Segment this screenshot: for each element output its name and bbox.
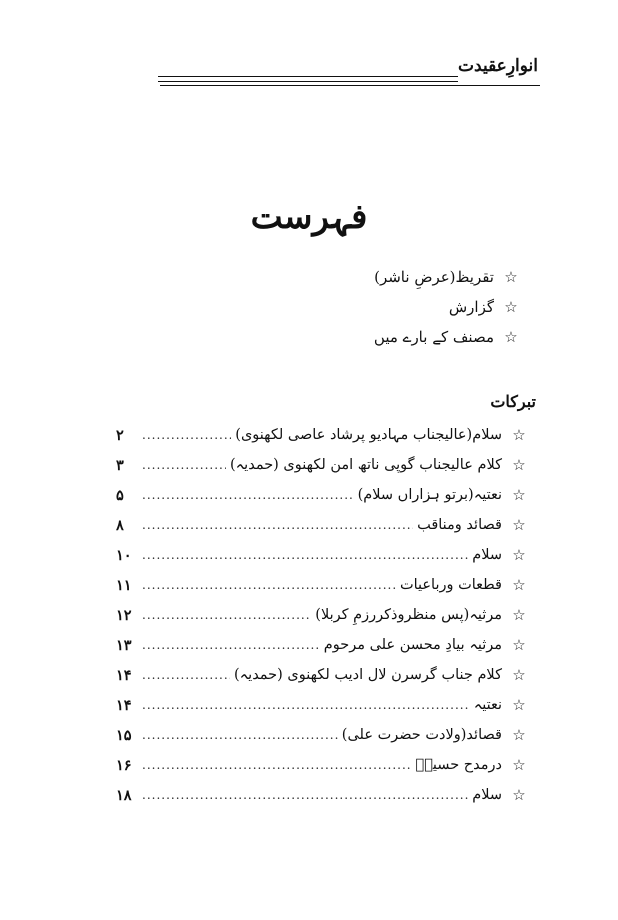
star-icon: ☆ bbox=[512, 696, 526, 714]
intro-item bbox=[228, 322, 528, 352]
header-rule bbox=[160, 85, 540, 86]
toc-entry-page: ۱۱ bbox=[116, 576, 132, 594]
toc-entry bbox=[116, 720, 536, 750]
toc-entry-label: سلام bbox=[472, 787, 502, 803]
star-icon: ☆ bbox=[512, 426, 526, 444]
dot-leader bbox=[142, 608, 311, 622]
toc-entry bbox=[116, 570, 536, 600]
toc-entry-page: ۱۲ bbox=[116, 606, 132, 624]
dot-leader bbox=[142, 668, 230, 682]
star-icon: ☆ bbox=[512, 486, 526, 504]
toc-entry bbox=[116, 630, 536, 660]
star-icon: ☆ bbox=[504, 298, 518, 316]
toc-entry bbox=[116, 690, 536, 720]
toc-entry-label: قصائد(ولادت حضرت علی) bbox=[341, 727, 502, 743]
intro-item-label: تقریظ(عرضِ ناشر) bbox=[374, 268, 494, 286]
dot-leader bbox=[142, 638, 320, 652]
toc-entry-page: ۲ bbox=[116, 426, 124, 444]
toc-entry bbox=[116, 450, 536, 480]
toc-entry-page: ۸ bbox=[116, 516, 124, 534]
intro-item-label: مصنف کے بارے میں bbox=[373, 328, 494, 346]
header-rule bbox=[158, 76, 458, 77]
star-icon: ☆ bbox=[512, 516, 526, 534]
toc-entry-page: ۱۵ bbox=[116, 726, 132, 744]
toc-entry-page: ۱۴ bbox=[116, 696, 132, 714]
toc-entry-label: مرثیہ بیادِ محسن علی مرحوم bbox=[323, 637, 502, 653]
dot-leader bbox=[142, 578, 396, 592]
toc-entry bbox=[116, 780, 536, 810]
toc-entry bbox=[116, 600, 536, 630]
dot-leader bbox=[142, 428, 231, 442]
toc-entry-label: سلام bbox=[472, 547, 502, 563]
toc-entry-label: نعتیہ bbox=[473, 697, 502, 713]
toc-entry-label: قطعات ورباعیات bbox=[399, 577, 502, 593]
intro-item-label: گزارش bbox=[448, 298, 494, 316]
toc-entry bbox=[116, 750, 536, 780]
toc-entry-label: نعتیہ(برتو ہزاراں سلام) bbox=[357, 487, 502, 503]
running-head: انوارِعقیدت bbox=[458, 56, 538, 76]
star-icon: ☆ bbox=[512, 666, 526, 684]
toc-entry-label: کلام عالیجناب گوپی ناتھ امن لکھنوی (حمدیہ) bbox=[230, 457, 502, 473]
star-icon: ☆ bbox=[512, 786, 526, 804]
dot-leader bbox=[142, 518, 413, 532]
dot-leader bbox=[142, 488, 354, 502]
toc-entry bbox=[116, 420, 536, 450]
toc-entry-page: ۱۴ bbox=[116, 666, 132, 684]
star-icon: ☆ bbox=[512, 726, 526, 744]
intro-item bbox=[228, 262, 528, 292]
dot-leader bbox=[142, 548, 468, 562]
toc-list bbox=[116, 420, 536, 810]
star-icon: ☆ bbox=[512, 606, 526, 624]
toc-entry-label: قصائد ومناقب bbox=[417, 517, 502, 533]
dot-leader bbox=[142, 728, 338, 742]
header-rule bbox=[158, 81, 458, 82]
dot-leader bbox=[142, 458, 226, 472]
star-icon: ☆ bbox=[512, 456, 526, 474]
toc-entry-label: درمدح حسینؑ bbox=[415, 757, 502, 773]
toc-entry bbox=[116, 660, 536, 690]
toc-entry-label: مرثیہ(پس منظروذکررزمِ کربلا) bbox=[315, 607, 502, 623]
intro-list bbox=[228, 262, 528, 352]
star-icon: ☆ bbox=[504, 268, 518, 286]
toc-entry-page: ۱۳ bbox=[116, 636, 132, 654]
section-title: تبرکات bbox=[490, 392, 536, 411]
toc-entry-label: کلام جناب گرسرن لال ادیب لکھنوی (حمدیہ) bbox=[234, 667, 502, 683]
dot-leader bbox=[142, 698, 470, 712]
toc-entry-page: ۱۶ bbox=[116, 756, 132, 774]
toc-entry bbox=[116, 540, 536, 570]
dot-leader bbox=[142, 758, 412, 772]
toc-entry-label: سلام(عالیجناب مہادیو پرشاد عاصی لکھنوی) bbox=[235, 427, 502, 443]
star-icon: ☆ bbox=[512, 546, 526, 564]
toc-entry bbox=[116, 510, 536, 540]
intro-item bbox=[228, 292, 528, 322]
dot-leader bbox=[142, 788, 468, 802]
star-icon: ☆ bbox=[504, 328, 518, 346]
star-icon: ☆ bbox=[512, 576, 526, 594]
star-icon: ☆ bbox=[512, 636, 526, 654]
toc-title: فہرست bbox=[250, 197, 368, 237]
toc-entry-page: ۳ bbox=[116, 456, 124, 474]
toc-entry bbox=[116, 480, 536, 510]
star-icon: ☆ bbox=[512, 756, 526, 774]
toc-entry-page: ۱۸ bbox=[116, 786, 132, 804]
toc-entry-page: ۱۰ bbox=[116, 546, 132, 564]
toc-entry-page: ۵ bbox=[116, 486, 124, 504]
